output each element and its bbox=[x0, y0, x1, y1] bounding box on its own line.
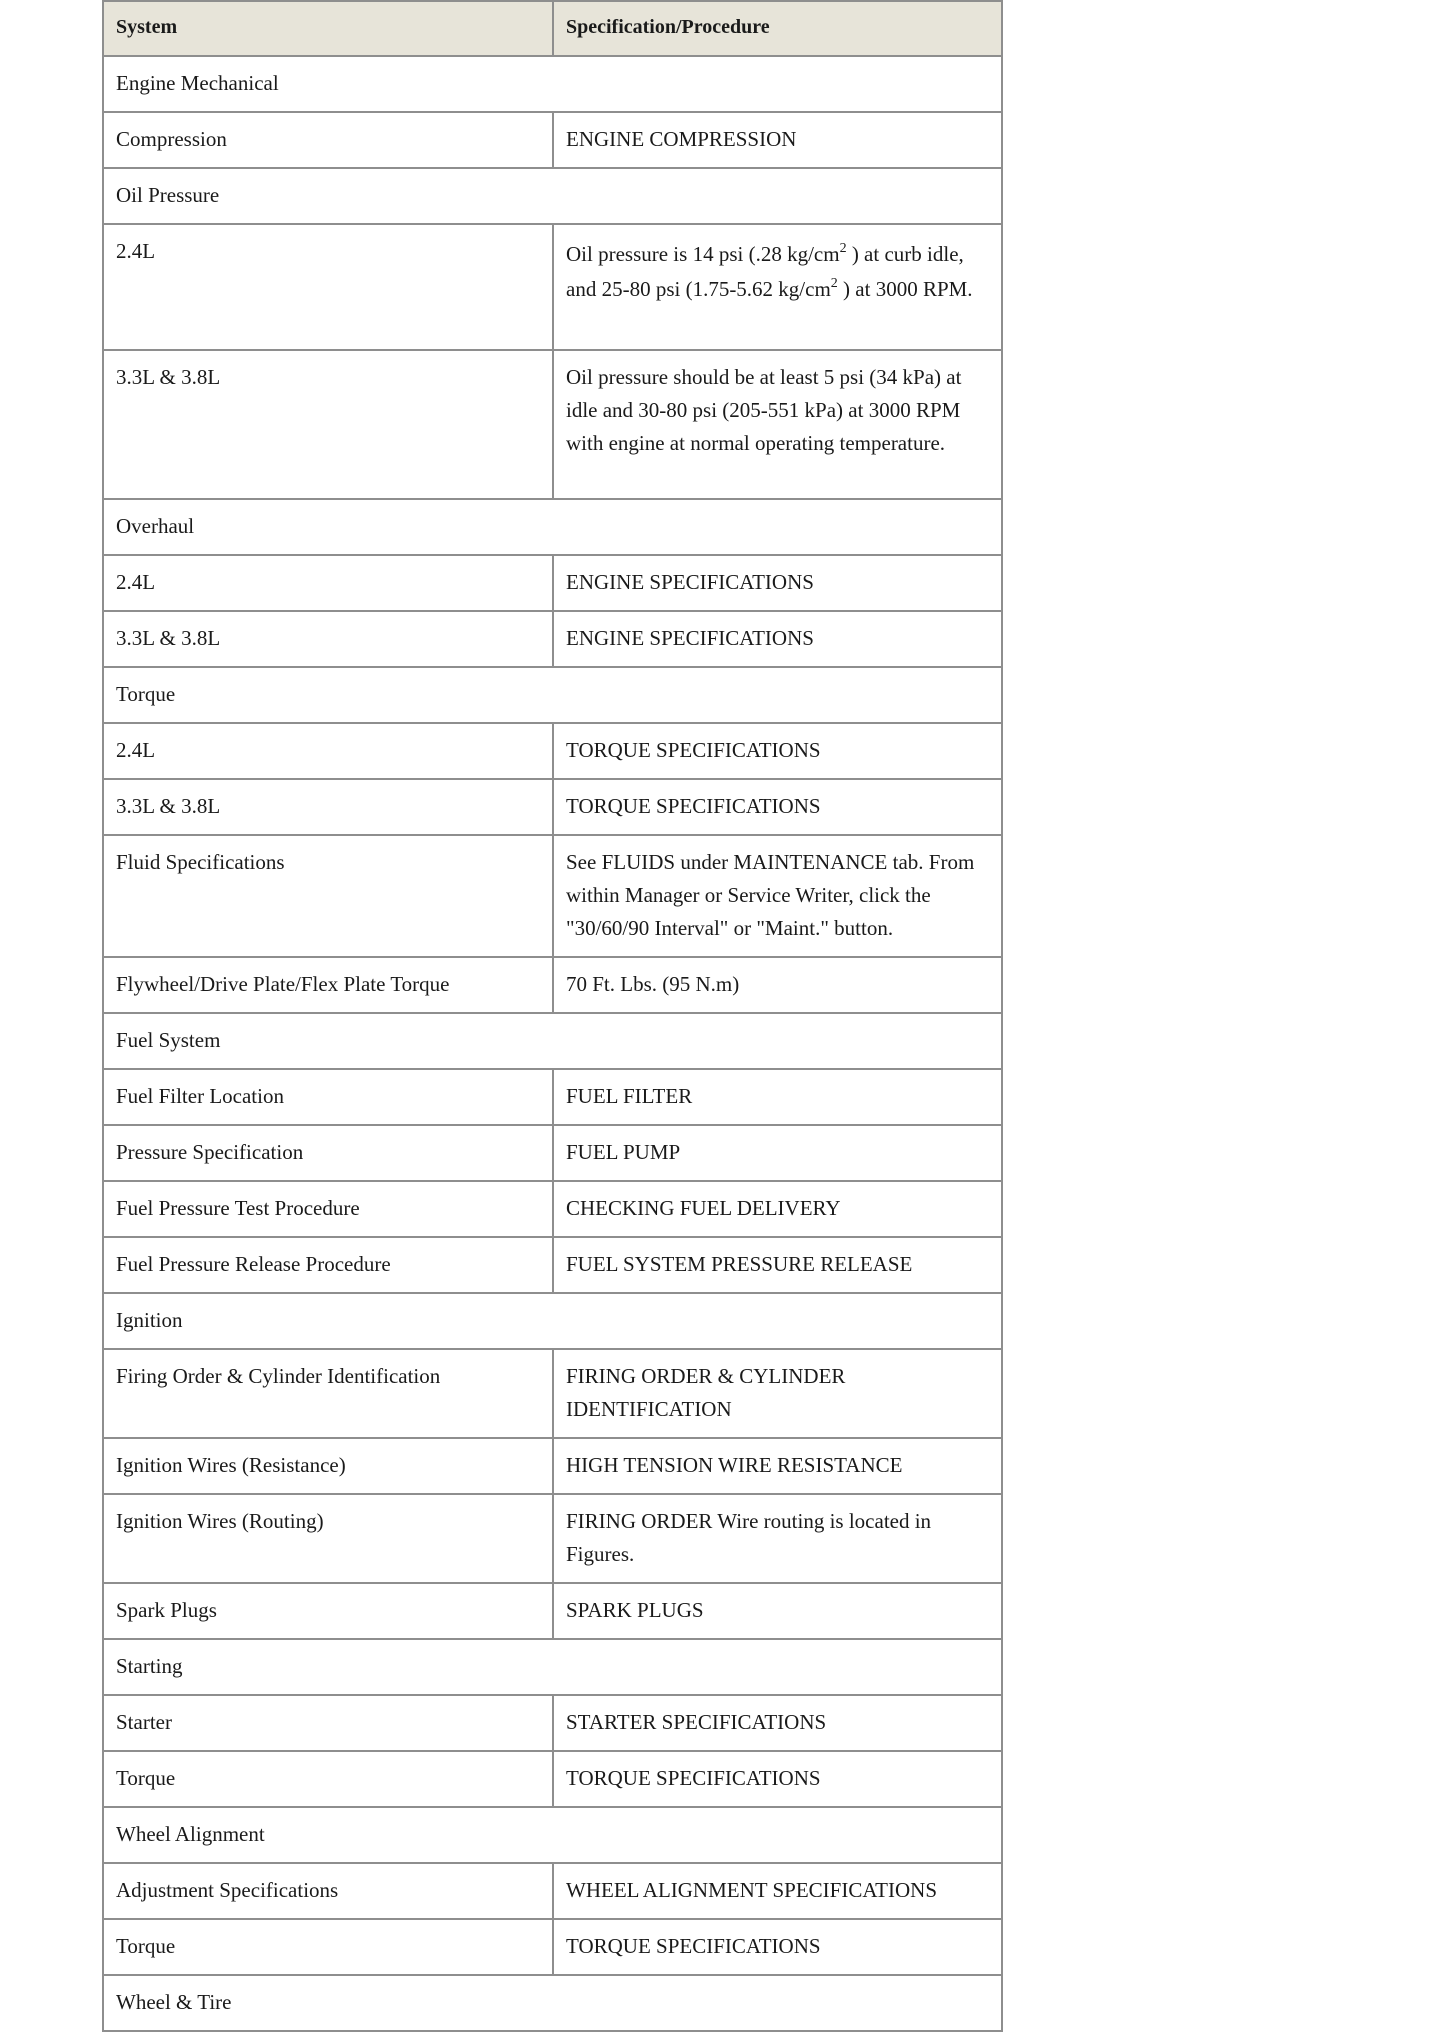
section-wheel-tire: Wheel & Tire bbox=[103, 1975, 1002, 2031]
row-label: Ignition Wires (Resistance) bbox=[103, 1438, 553, 1494]
oil-pressure-text-c: ) at 3000 RPM. bbox=[837, 277, 973, 301]
header-specification: Specification/Procedure bbox=[553, 1, 1002, 56]
section-engine-mechanical: Engine Mechanical bbox=[103, 56, 1002, 112]
table-row bbox=[103, 1751, 1002, 1807]
row-label: Fuel Pressure Release Procedure bbox=[103, 1237, 553, 1293]
row-link[interactable]: WHEEL ALIGNMENT SPECIFICATIONS bbox=[553, 1863, 1002, 1919]
table-row bbox=[103, 835, 1002, 957]
row-label: Fuel Filter Location bbox=[103, 1069, 553, 1125]
section-starting: Starting bbox=[103, 1639, 1002, 1695]
row-link[interactable]: ENGINE COMPRESSION bbox=[553, 112, 1002, 168]
section-ignition: Ignition bbox=[103, 1293, 1002, 1349]
section-wheel-alignment: Wheel Alignment bbox=[103, 1807, 1002, 1863]
row-link[interactable]: HIGH TENSION WIRE RESISTANCE bbox=[553, 1438, 1002, 1494]
table-row bbox=[103, 112, 1002, 168]
row-value: 70 Ft. Lbs. (95 N.m) bbox=[553, 957, 1002, 1013]
superscript: 2 bbox=[839, 241, 847, 256]
table-row bbox=[103, 1438, 1002, 1494]
table-row bbox=[103, 779, 1002, 835]
section-row bbox=[103, 1293, 1002, 1349]
row-value: Oil pressure should be at least 5 psi (34 kPa) at idle and 30-80 psi (205-551 kPa) at 3000 RPM with engine at normal operating temperature. bbox=[553, 350, 1002, 499]
row-label: Flywheel/Drive Plate/Flex Plate Torque bbox=[103, 957, 553, 1013]
section-row bbox=[103, 56, 1002, 112]
table-row bbox=[103, 1494, 1002, 1583]
table-row bbox=[103, 1069, 1002, 1125]
row-label: Ignition Wires (Routing) bbox=[103, 1494, 553, 1583]
table-row bbox=[103, 611, 1002, 667]
row-label: 2.4L bbox=[103, 555, 553, 611]
table-row bbox=[103, 1237, 1002, 1293]
row-label: Adjustment Specifications bbox=[103, 1863, 553, 1919]
row-label: 3.3L & 3.8L bbox=[103, 350, 553, 499]
subsection-row bbox=[103, 667, 1002, 723]
subsection-row bbox=[103, 168, 1002, 224]
section-row bbox=[103, 1013, 1002, 1069]
superscript: 2 bbox=[830, 276, 838, 291]
subsection-row bbox=[103, 499, 1002, 555]
header-row bbox=[103, 1, 1002, 56]
row-value bbox=[553, 224, 1002, 350]
table-row bbox=[103, 350, 1002, 499]
section-row bbox=[103, 1975, 1002, 2031]
subsection-overhaul: Overhaul bbox=[103, 499, 1002, 555]
specifications-table bbox=[102, 0, 1003, 2032]
row-link[interactable]: FUEL PUMP bbox=[553, 1125, 1002, 1181]
table-row bbox=[103, 723, 1002, 779]
row-label: 3.3L & 3.8L bbox=[103, 611, 553, 667]
row-label: Firing Order & Cylinder Identification bbox=[103, 1349, 553, 1438]
oil-pressure-text-a: Oil pressure is 14 psi (.28 kg/cm bbox=[566, 242, 840, 266]
row-label: 3.3L & 3.8L bbox=[103, 779, 553, 835]
row-link[interactable]: STARTER SPECIFICATIONS bbox=[553, 1695, 1002, 1751]
table-row bbox=[103, 555, 1002, 611]
row-link[interactable]: TORQUE SPECIFICATIONS bbox=[553, 1751, 1002, 1807]
row-link[interactable]: TORQUE SPECIFICATIONS bbox=[553, 779, 1002, 835]
row-label: Fuel Pressure Test Procedure bbox=[103, 1181, 553, 1237]
row-link[interactable]: SPARK PLUGS bbox=[553, 1583, 1002, 1639]
row-label: Torque bbox=[103, 1919, 553, 1975]
row-link[interactable]: FIRING ORDER Wire routing is located in Figures. bbox=[553, 1494, 1002, 1583]
table-row bbox=[103, 224, 1002, 350]
row-label: Fluid Specifications bbox=[103, 835, 553, 957]
table-row bbox=[103, 1863, 1002, 1919]
section-fuel-system: Fuel System bbox=[103, 1013, 1002, 1069]
subsection-torque: Torque bbox=[103, 667, 1002, 723]
table-row bbox=[103, 1125, 1002, 1181]
row-link[interactable]: TORQUE SPECIFICATIONS bbox=[553, 723, 1002, 779]
table-row bbox=[103, 1695, 1002, 1751]
row-value: See FLUIDS under MAINTENANCE tab. From within Manager or Service Writer, click the "30/60/90 Interval" or "Maint." button. bbox=[553, 835, 1002, 957]
table-row bbox=[103, 957, 1002, 1013]
subsection-oil-pressure: Oil Pressure bbox=[103, 168, 1002, 224]
row-label: Pressure Specification bbox=[103, 1125, 553, 1181]
row-link[interactable]: ENGINE SPECIFICATIONS bbox=[553, 555, 1002, 611]
section-row bbox=[103, 1639, 1002, 1695]
section-row bbox=[103, 1807, 1002, 1863]
row-label: Starter bbox=[103, 1695, 553, 1751]
row-link[interactable]: FUEL FILTER bbox=[553, 1069, 1002, 1125]
header-system: System bbox=[103, 1, 553, 56]
row-label: Torque bbox=[103, 1751, 553, 1807]
oil-pressure-text-b: ) at curb idle, and 25-80 psi (1.75-5.62 kg/cm bbox=[566, 242, 964, 301]
table-row bbox=[103, 1919, 1002, 1975]
row-label: Compression bbox=[103, 112, 553, 168]
row-link[interactable]: ENGINE SPECIFICATIONS bbox=[553, 611, 1002, 667]
row-link[interactable]: FIRING ORDER & CYLINDER IDENTIFICATION bbox=[553, 1349, 1002, 1438]
row-link[interactable]: FUEL SYSTEM PRESSURE RELEASE bbox=[553, 1237, 1002, 1293]
row-link[interactable]: TORQUE SPECIFICATIONS bbox=[553, 1919, 1002, 1975]
row-label: 2.4L bbox=[103, 224, 553, 350]
row-label: 2.4L bbox=[103, 723, 553, 779]
row-link[interactable]: CHECKING FUEL DELIVERY bbox=[553, 1181, 1002, 1237]
table-row bbox=[103, 1583, 1002, 1639]
table-row bbox=[103, 1181, 1002, 1237]
table-row bbox=[103, 1349, 1002, 1438]
row-label: Spark Plugs bbox=[103, 1583, 553, 1639]
